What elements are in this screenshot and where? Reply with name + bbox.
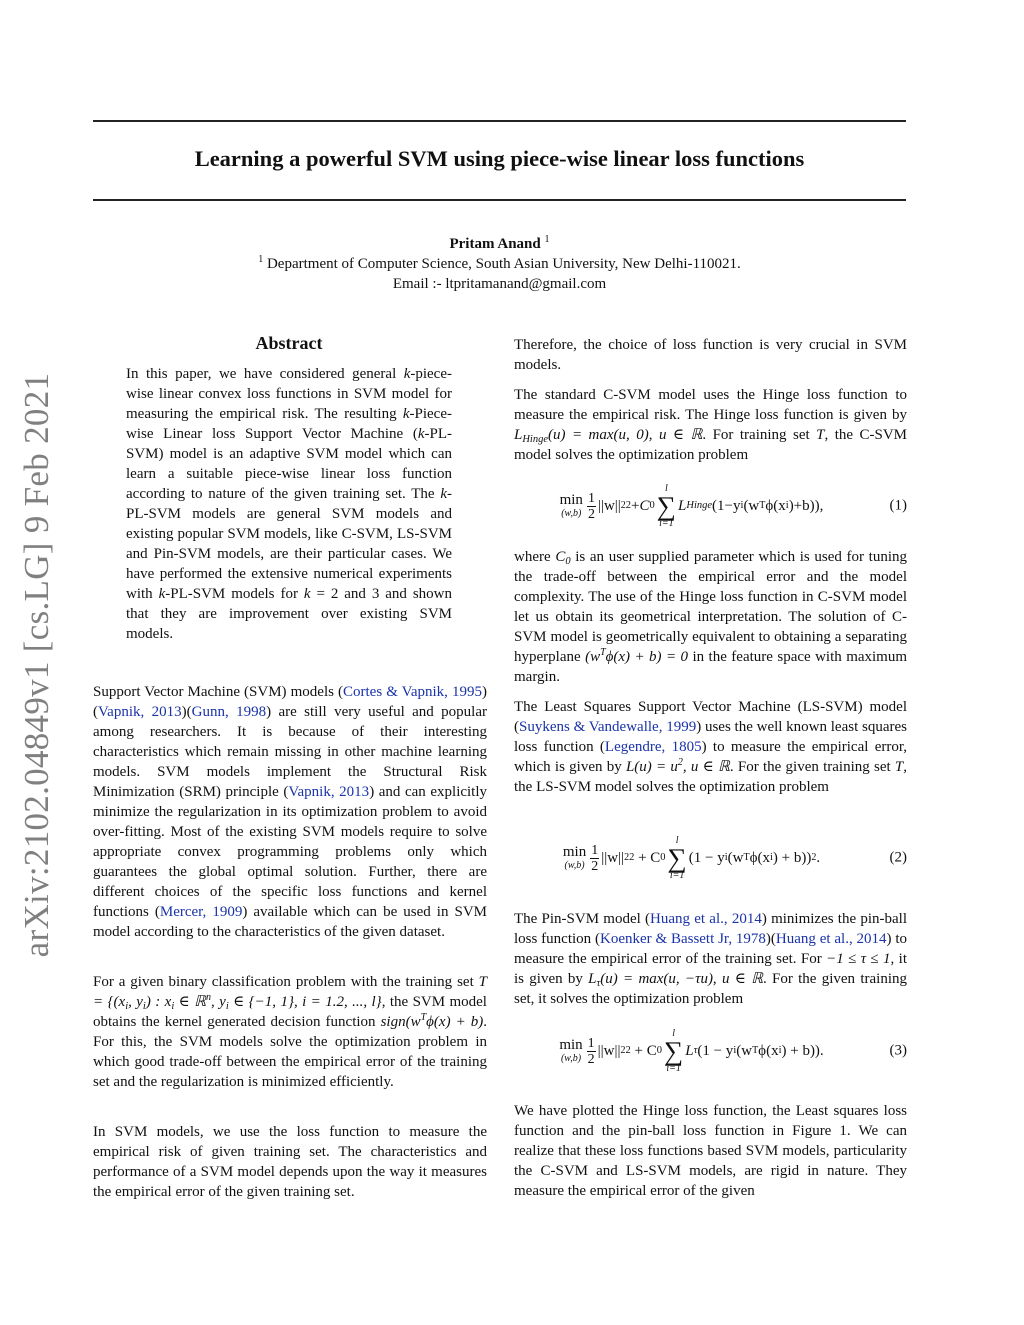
math-superscript: 2 [677, 757, 683, 768]
author-block [93, 234, 906, 294]
norm-term: ||w|| [601, 849, 625, 866]
summation [668, 835, 687, 881]
text-segment: The standard C-SVM model uses the Hinge loss function to measure the empirical risk. The Hinge loss function is given by [514, 387, 907, 423]
text-segment: ) and can explicitly minimize the regularization in its optimization problem to avoid over-fitting. Most of the existing SVM models require to solve appropriate convex programming problems only which guarantees the global optimal solution. Further, there are different choices of the specific loss functions and kernel functions ( [93, 784, 488, 920]
right-paragraph-1: Therefore, the choice of loss function is very crucial in SVM models. [514, 337, 907, 373]
equation-number: (3) [889, 1042, 907, 1059]
math-k: k [417, 426, 425, 442]
equation-part: ϕ(x [758, 1042, 779, 1059]
fraction [587, 1036, 596, 1067]
math-part: T = {(x [93, 974, 488, 1010]
abstract-text-segment: -PL-SVM models are general SVM models and existing popular SVM models, like C-SVM, LS-SVM and Pin-SVM models, are their particular cases. We have performed the extensive numerical experiments with [126, 486, 453, 602]
min-subscript: (w,b) [564, 860, 585, 871]
text-segment: where [514, 549, 551, 565]
numerator: 1 [587, 1035, 595, 1051]
sum-upper-limit: l [672, 1028, 675, 1039]
equation-part: )+b)), [788, 497, 824, 514]
math-subscript: 0 [565, 556, 571, 567]
citation-link[interactable]: Mercer, 1909 [159, 904, 243, 920]
text-segment: ) to measure the empirical error of the training set. For [514, 931, 908, 967]
intro-paragraph-1 [93, 682, 487, 942]
min-operator [563, 845, 586, 871]
plus-c: + C [634, 1042, 657, 1059]
equation-part: (1−y [712, 497, 741, 514]
text-segment: . For this, the SVM models solve the optimization problem in which good trade-off between the empirical error of the training set and the regularization is minimized efficiently. [93, 1014, 488, 1090]
text-segment: The Least Squares Support Vector Machine (LS-SVM) model ( [514, 699, 907, 735]
summation [657, 483, 676, 529]
text-segment: . For the given training set [729, 759, 891, 775]
abstract-text-segment: -PL-SVM) model is an adaptive SVM model which can learn a suitable piece-wise linear loss function according to nature of the given training set. The [126, 426, 452, 502]
equation-body: min (w,b) $\frac{1}{2}$ ||w|| 2 2 + C 0 l ∑ i=1 L τ (1 − y i (w T ϕ(x i ) + b)). [559, 1028, 824, 1074]
min-subscript: (w,b) [560, 1053, 582, 1064]
loss-symbol: L [685, 1042, 694, 1059]
equation-body: min (w,b) $\frac{1}{2}$ ||w|| 2 2 + C 0 l ∑ i=1 (1 − y i (w T ϕ(x i ) + b)) 2 . [562, 835, 821, 881]
summation [664, 1028, 683, 1074]
math-k: k [402, 406, 410, 422]
text-segment: ) available which can be used in SVM model according to the characteristics of the given dataset. [93, 904, 487, 940]
text-segment: )( [93, 684, 487, 720]
text-segment: , it is given by [514, 951, 907, 987]
equation-2 [514, 833, 907, 883]
text-segment: ) minimizes the pin-ball loss function ( [514, 911, 907, 947]
author-line [93, 234, 906, 254]
math-part: L(u) = u [625, 759, 678, 775]
plus-sign: + [631, 497, 640, 514]
equation-part: (1 − y [688, 849, 725, 866]
text-segment: )( [765, 931, 776, 947]
math-part: L [514, 427, 523, 443]
affiliation-line [93, 254, 906, 274]
citation-link[interactable]: Huang et al., 2014 [650, 911, 762, 927]
math-part: , u ∈ ℝ [682, 759, 730, 775]
equation-part: (w [743, 497, 760, 514]
math-part: ϕ(x) + b) = 0 [605, 649, 689, 665]
citation-link[interactable]: Vapnik, 2013 [288, 784, 370, 800]
equation-body: min (w,b) $\frac{1}{2}$ ||w|| 2 2 + C 0 l ∑ i=1 L Hinge (1−y i (w T ϕ(x i )+b)), [559, 483, 824, 529]
math-part: , y [211, 994, 226, 1010]
min-operator [560, 493, 583, 519]
inline-math: $sign(w^T\phi(x) + b)$ [380, 1012, 484, 1030]
denominator: 2 [587, 1051, 595, 1067]
right-paragraph-5 [514, 909, 907, 1009]
affiliation-marker: 1 [258, 254, 264, 265]
equation-number: (2) [889, 849, 907, 866]
norm-term: ||w|| [597, 1042, 621, 1059]
sum-lower-limit: i=1 [659, 518, 674, 529]
math-k: k [403, 366, 411, 382]
author-marker: 1 [544, 234, 550, 245]
fraction [587, 491, 596, 522]
norm-term: ||w|| [597, 497, 621, 514]
equation-part: ) + b)) [772, 849, 812, 866]
citation-link[interactable]: Legendre, 1805 [604, 739, 702, 755]
equation-part: ) + b)). [781, 1042, 824, 1059]
inline-math: T [816, 427, 825, 443]
math-part: C [555, 549, 566, 565]
equation-1 [514, 481, 907, 531]
sigma-symbol: ∑ [656, 491, 677, 521]
math-k: k [303, 586, 311, 602]
text-segment: ) to measure the empirical error, which is given by [514, 739, 907, 775]
equation-part: ϕ(x [765, 497, 786, 514]
inline-math [585, 649, 688, 665]
math-subscript: τ [596, 978, 601, 989]
min-text: min [562, 844, 587, 860]
citation-link[interactable]: Vapnik, 2013 [98, 704, 182, 720]
math-part: L [588, 971, 597, 987]
text-segment: . For training set [702, 427, 810, 443]
math-part: sign(w [380, 1014, 421, 1030]
intro-paragraph-2 [93, 972, 487, 1092]
bottom-title-rule [93, 199, 906, 201]
text-segment: , the SVM model obtains the kernel generated decision function [93, 994, 487, 1030]
inline-math [588, 971, 763, 987]
math-k: k [440, 486, 448, 502]
abstract-text-segment: -PL-SVM models for [165, 586, 298, 602]
inline-math [555, 549, 570, 565]
citation-link[interactable]: Koenker & Bassett Jr, 1978 [599, 931, 766, 947]
citation-link[interactable]: Cortes & Vapnik, 1995 [343, 684, 482, 700]
equation-3 [514, 1026, 907, 1076]
citation-link[interactable]: Suykens & Vandewalle, 1999 [519, 719, 697, 735]
min-subscript: (w,b) [561, 508, 582, 519]
math-part: (u) = max(u, 0), u ∈ ℝ [548, 427, 703, 443]
author-name: Pritam Anand [449, 236, 541, 252]
abstract-text-segment: -Piece-wise Linear loss Support Vector Machine ( [126, 406, 452, 442]
abstract-text-segment: = 2 and 3 and shown that they are improvement over existing SVM models. [126, 586, 452, 642]
arxiv-sidebar [12, 370, 62, 960]
paper-title: Learning a powerful SVM using piece-wise linear loss functions [194, 146, 805, 171]
sum-upper-limit: l [665, 483, 668, 494]
abstract-heading: Abstract [255, 333, 323, 353]
right-paragraph-3 [514, 547, 907, 687]
numerator: 1 [587, 490, 595, 506]
math-part: (w [585, 649, 601, 665]
equation-part: . [816, 849, 821, 866]
equation-part: (w [736, 1042, 753, 1059]
right-paragraph-2 [514, 385, 907, 465]
text-segment: )( [181, 704, 192, 720]
inline-math: −1 ≤ τ ≤ 1 [826, 951, 891, 967]
abstract-text-segment: -piece-wise linear convex loss functions in SVM model for measuring the empirical risk. The resulting [126, 366, 452, 422]
math-part: (u) = max(u, −τu), u ∈ ℝ [600, 971, 763, 987]
math-part: ) : x [145, 994, 172, 1010]
intro-paragraph-3: In SVM models, we use the loss function to measure the empirical risk of given training set. The characteristics and performance of a SVM model depends upon the way it measures the empirical error of the given training set. [93, 1124, 487, 1200]
text-segment: ) uses the well known least squares loss function ( [514, 719, 907, 755]
min-text: min [559, 1037, 583, 1053]
text-segment: For a given binary classification problem with the training set [93, 974, 474, 990]
plus-c: + C [638, 849, 661, 866]
equation-number: (1) [889, 497, 907, 514]
text-segment: The Pin-SVM model ( [514, 911, 651, 927]
equation-part: ϕ(x [749, 849, 770, 866]
affiliation: Department of Computer Science, South Asian University, New Delhi-110021. [266, 256, 741, 272]
text-segment: . For the given training set, it solves the optimization problem [514, 971, 907, 1007]
math-part: ∈ ℝ [174, 994, 207, 1010]
citation-link[interactable]: Gunn, 1998 [191, 704, 267, 720]
right-paragraph-6: We have plotted the Hinge loss function, the Least squares loss function and the pin-ball loss function in Figure 1. We can realize that these loss functions based SVM models, particularity the C-SVM and LS-SVM models, are rigid in nature. They measure the empirical error of the given [514, 1103, 907, 1199]
sum-lower-limit: i=1 [666, 1063, 681, 1074]
text-segment: , the LS-SVM model solves the optimization problem [514, 759, 908, 795]
inline-math [626, 759, 730, 775]
abstract-text-segment: In this paper, we have considered general [126, 366, 397, 382]
text-segment: Support Vector Machine (SVM) models ( [93, 684, 343, 700]
equation-part: (1 − y [697, 1042, 734, 1059]
constant-c: C [639, 497, 650, 514]
math-subscript: Hinge [522, 434, 549, 445]
author-email: Email :- ltpritamanand@gmail.com [392, 276, 607, 292]
sigma-symbol: ∑ [663, 1036, 684, 1066]
text-segment: is an user supplied parameter which is used for tuning the trade-off between the empirical error and the model complexity. The use of the Hinge loss function in C-SVM model let us obtain its geometrical interpretation. The solution of C-SVM model is geometrically equivalent to obtaining a separating hyperplane [514, 549, 908, 665]
numerator: 1 [591, 842, 599, 858]
denominator: 2 [587, 506, 595, 522]
denominator: 2 [591, 858, 599, 874]
sum-lower-limit: i=1 [669, 870, 685, 881]
fraction [590, 843, 599, 874]
sum-upper-limit: l [675, 835, 679, 846]
citation-link[interactable]: Huang et al., 2014 [775, 931, 887, 947]
inline-math: T [894, 759, 904, 775]
abstract-text [126, 364, 452, 644]
text-segment: ) are still very useful and popular among researchers. It is because of their interesting characteristics which remain missing in other machine learning models. SVM models implement the Structural Risk Minimization (SRM) principle ( [93, 704, 487, 800]
math-superscript: T [600, 647, 606, 658]
min-operator [559, 1038, 582, 1064]
loss-symbol: L [678, 497, 687, 514]
math-part: ∈ {−1, 1}, i = 1.2, ..., l} [228, 994, 382, 1010]
arxiv-identifier: arXiv:2102.04849v1 [cs.LG] 9 Feb 2021 [17, 372, 56, 958]
min-text: min [559, 492, 583, 508]
sigma-symbol: ∑ [667, 843, 687, 873]
right-paragraph-4 [514, 697, 907, 797]
equation-part: (w [727, 849, 744, 866]
inline-math: $T = \{(x_i$, $y_i$) : $x_i$ ∈ ℝ$^n$, $y_i$ ∈ {−1, 1}, i = 1.2, ..., l} [93, 974, 488, 1012]
text-segment: in the feature space with maximum margin. [514, 649, 908, 685]
top-rule [93, 120, 906, 122]
text-segment: , the C-SVM model solves the optimization problem [514, 427, 907, 463]
inline-math [514, 427, 702, 443]
math-k: k [158, 586, 166, 602]
math-part: , y [128, 994, 143, 1010]
math-part: ϕ(x) + b) [426, 1014, 484, 1030]
